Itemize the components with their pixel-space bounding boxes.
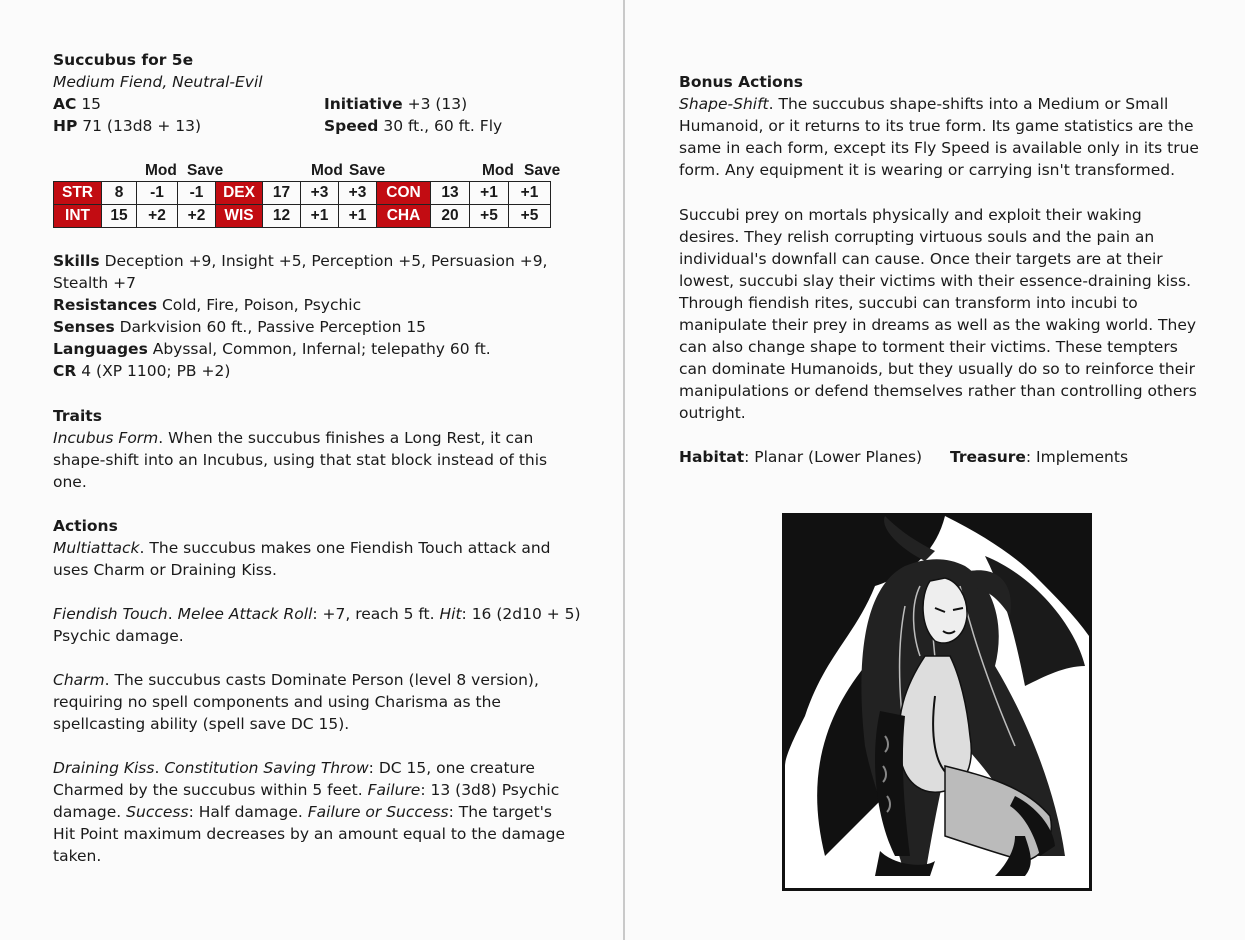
lore-line: outright. — [679, 404, 746, 422]
ability-save: +3 — [339, 182, 377, 205]
mod-header: Mod — [145, 162, 177, 179]
lore-line: desires. They relish corrupting virtuous souls and the pain an — [679, 228, 1155, 246]
actions-heading: Actions — [53, 517, 118, 535]
bonus-text: same in each form, except its Fly Speed is available only in its true — [679, 139, 1199, 157]
skills-label: Skills — [53, 252, 100, 270]
lore-line: Succubi prey on mortals physically and exploit their waking — [679, 206, 1142, 224]
senses-label: Senses — [53, 318, 115, 336]
hp-value: 71 (13d8 + 13) — [82, 117, 202, 135]
senses-line — [53, 316, 613, 338]
bonus-text: Humanoid, or it returns to its true form. Its game statistics are the — [679, 117, 1194, 135]
ability-mod: +3 — [301, 182, 339, 205]
resistances-line — [53, 294, 613, 316]
traits-heading: Traits — [53, 407, 102, 425]
save-header: Save — [349, 162, 386, 179]
ability-name: INT — [54, 205, 102, 228]
action-name: Charm — [53, 671, 105, 689]
trait-text: shape-shift into an Incubus, using that stat block instead of this — [53, 451, 548, 469]
ability-name: CHA — [377, 205, 431, 228]
action-fiendish-touch: Fiendish Touch. Melee Attack Roll: +7, reach 5 ft. Hit: 16 (2d10 + 5) — [53, 605, 581, 623]
mod-header: Mod — [311, 162, 343, 179]
action-text: Psychic damage. — [53, 627, 184, 645]
action-name: Multiattack — [53, 539, 140, 557]
lore-line: manipulate their prey in dreams as well as the waking world. They — [679, 316, 1197, 334]
mod-header: Mod — [482, 162, 514, 179]
ability-score: 8 — [102, 182, 137, 205]
ability-save: +1 — [509, 182, 551, 205]
table-row — [54, 205, 551, 228]
hp-label: HP — [53, 117, 78, 135]
languages-value: Abyssal, Common, Infernal; telepathy 60 ft. — [152, 340, 491, 358]
trait-name: Incubus Form — [53, 429, 159, 447]
statblock-title: Succubus for 5e — [53, 51, 194, 69]
lore-line: manipulations or defend themselves rather than controlling others — [679, 382, 1197, 400]
resistances-value: Cold, Fire, Poison, Psychic — [161, 296, 362, 314]
action-name: Fiendish Touch — [53, 605, 168, 623]
save-header: Save — [187, 162, 224, 179]
skills-value: Deception +9, Insight +5, Perception +5, Persuasion +9, — [104, 252, 548, 270]
properties-block — [53, 250, 613, 382]
ability-save: +5 — [509, 205, 551, 228]
ability-mod: +2 — [137, 205, 178, 228]
lore-line: Through fiendish rites, succubi can transform into incubi to — [679, 294, 1138, 312]
bonus-actions-section — [679, 71, 1239, 181]
lore-line: lowest, succubi slay their victims with their essence-draining kiss. — [679, 272, 1192, 290]
cr-label: CR — [53, 362, 77, 380]
ability-name: WIS — [216, 205, 263, 228]
speed-value: 30 ft., 60 ft. Fly — [383, 117, 503, 135]
ability-mod: +1 — [470, 182, 509, 205]
save-header: Save — [524, 162, 561, 179]
habitat-value: : Planar (Lower Planes) — [744, 448, 923, 466]
ac-value: 15 — [81, 95, 102, 113]
speed-line — [324, 115, 502, 137]
trait-text: one. — [53, 473, 87, 491]
skills-line — [53, 250, 613, 272]
action-name: Draining Kiss — [53, 759, 155, 777]
succubus-artwork — [785, 516, 1089, 888]
initiative-label: Initiative — [324, 95, 403, 113]
habitat-line — [679, 446, 922, 468]
table-row — [54, 182, 551, 205]
lore-line: individual's downfall can cause. Once their targets are at their — [679, 250, 1163, 268]
ability-save: -1 — [178, 182, 216, 205]
skills-line-2: Stealth +7 — [53, 274, 136, 292]
ability-mod: +1 — [301, 205, 339, 228]
action-charm: Charm. The succubus casts Dominate Person (level 8 version), — [53, 671, 539, 689]
habitat-label: Habitat — [679, 448, 745, 466]
ability-score-table — [53, 181, 551, 228]
ability-name: STR — [54, 182, 102, 205]
ability-mod: -1 — [137, 182, 178, 205]
ability-score: 17 — [263, 182, 301, 205]
action-text: uses Charm or Draining Kiss. — [53, 561, 277, 579]
resistances-label: Resistances — [53, 296, 158, 314]
ability-score: 15 — [102, 205, 137, 228]
ability-mod: +5 — [470, 205, 509, 228]
ability-save: +2 — [178, 205, 216, 228]
treasure-label: Treasure — [950, 448, 1026, 466]
action-multiattack: Multiattack. The succubus makes one Fiendish Touch attack and — [53, 539, 551, 557]
hp-line — [53, 115, 201, 137]
bonus-text: form. Any equipment it is wearing or carrying isn't transformed. — [679, 161, 1176, 179]
cr-value: 4 (XP 1100; PB +2) — [81, 362, 231, 380]
initiative-value: +3 (13) — [407, 95, 468, 113]
statblock-subtitle: Medium Fiend, Neutral-Evil — [53, 73, 263, 91]
action-text: Charmed by the succubus within 5 feet. Failure: 13 (3d8) Psychic — [53, 781, 560, 799]
cr-line — [53, 360, 613, 382]
traits-section — [53, 405, 613, 493]
initiative-line — [324, 93, 467, 115]
action-text: requiring no spell components and using Charisma as the — [53, 693, 501, 711]
actions-section — [53, 515, 613, 867]
action-text: taken. — [53, 847, 102, 865]
ac-line — [53, 93, 101, 115]
action-text: Hit Point maximum decreases by an amount equal to the damage — [53, 825, 565, 843]
lore-line: can also change shape to torment their victims. These tempters — [679, 338, 1178, 356]
ability-score: 13 — [431, 182, 470, 205]
lore-line: can dominate Humanoids, but they usually do so to reinforce their — [679, 360, 1195, 378]
ability-save: +1 — [339, 205, 377, 228]
bonus-action-name: Shape-Shift — [679, 95, 769, 113]
succubus-illustration — [782, 513, 1092, 891]
action-text: spellcasting ability (spell save DC 15). — [53, 715, 350, 733]
ability-score: 12 — [263, 205, 301, 228]
treasure-line — [950, 446, 1128, 468]
treasure-value: : Implements — [1025, 448, 1129, 466]
trait-incubus-form: Incubus Form. When the succubus finishes a Long Rest, it can — [53, 429, 534, 447]
action-text: damage. Success: Half damage. Failure or Success: The target's — [53, 803, 552, 821]
languages-line — [53, 338, 613, 360]
bonus-actions-heading: Bonus Actions — [679, 73, 803, 91]
languages-label: Languages — [53, 340, 148, 358]
ac-label: AC — [53, 95, 77, 113]
ability-name: CON — [377, 182, 431, 205]
speed-label: Speed — [324, 117, 379, 135]
bonus-shape-shift: Shape-Shift. The succubus shape-shifts into a Medium or Small — [679, 95, 1169, 113]
senses-value: Darkvision 60 ft., Passive Perception 15 — [119, 318, 427, 336]
ability-score: 20 — [431, 205, 470, 228]
lore-paragraph — [679, 204, 1244, 424]
ability-name: DEX — [216, 182, 263, 205]
action-draining-kiss: Draining Kiss. Constitution Saving Throw: DC 15, one creature — [53, 759, 535, 777]
